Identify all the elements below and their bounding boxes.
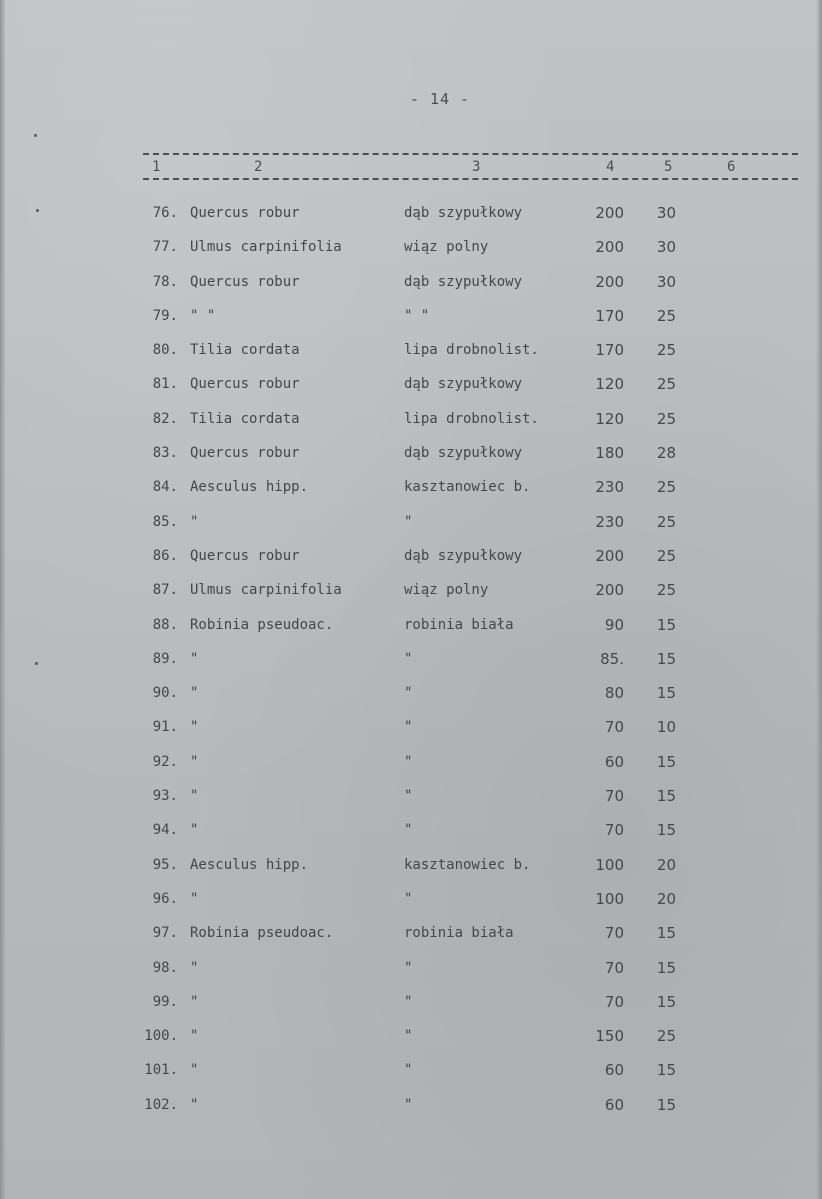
polish-name: dąb szypułkowy — [404, 376, 523, 393]
table-header-top-rule — [143, 153, 798, 155]
column-4-value: 200 — [595, 204, 624, 222]
row-number: 89. — [152, 650, 178, 667]
table-row — [0, 989, 822, 1023]
latin-name: Quercus robur — [190, 273, 300, 290]
column-4-value: 170 — [595, 306, 624, 325]
table-row — [0, 234, 822, 268]
column-5-value: 30 — [656, 272, 676, 291]
table-row — [0, 200, 822, 234]
table-row — [0, 817, 822, 851]
page-number: - 14 - — [409, 90, 471, 108]
latin-name: Aesculus hipp. — [190, 856, 309, 873]
table-row — [0, 714, 822, 748]
column-5-value: 25 — [656, 341, 676, 360]
polish-name: lipa drobnolist. — [404, 410, 539, 427]
polish-name: " — [404, 685, 413, 702]
latin-name: Tilia cordata — [190, 342, 300, 359]
column-4-value: 70 — [604, 924, 624, 943]
latin-name: " — [190, 1028, 199, 1045]
column-4-value: 230 — [595, 478, 624, 497]
polish-name: kasztanowiec b. — [404, 856, 531, 873]
latin-name: Quercus robur — [190, 547, 300, 564]
latin-name: " " — [190, 307, 216, 324]
table-row — [0, 646, 822, 680]
row-number: 93. — [152, 788, 178, 805]
column-5-value: 15 — [656, 958, 676, 977]
column-5-value: 15 — [656, 752, 676, 771]
column-5-value: 15 — [656, 615, 676, 634]
column-4-value: 200 — [595, 546, 624, 565]
latin-name: Aesculus hipp. — [190, 479, 309, 496]
column-4-value: 80 — [604, 684, 624, 703]
polish-name: robinia biała — [404, 925, 514, 942]
row-number: 78. — [152, 273, 178, 290]
latin-name: Ulmus carpinifolia — [190, 239, 342, 256]
latin-name: " — [190, 719, 199, 736]
column-header-4: 4 — [606, 159, 615, 175]
column-5-value: 15 — [656, 924, 676, 943]
table-row — [0, 303, 822, 337]
column-4-value: 200 — [595, 272, 624, 291]
latin-name: " — [190, 753, 199, 770]
row-number: 76. — [152, 205, 178, 221]
latin-name: " — [190, 788, 199, 805]
column-4-value: 70 — [604, 787, 624, 806]
polish-name: " — [404, 650, 413, 667]
column-4-value: 100 — [595, 889, 624, 908]
table-row — [0, 474, 822, 508]
polish-name: dąb szypułkowy — [404, 273, 523, 290]
column-4-value: 70 — [604, 718, 624, 737]
column-header-3: 3 — [472, 159, 481, 175]
polish-name: wiąz polny — [404, 239, 489, 256]
latin-name: Robinia pseudoac. — [190, 925, 334, 942]
table-row — [0, 955, 822, 989]
polish-name: " — [404, 890, 413, 907]
column-5-value: 15 — [656, 787, 676, 806]
column-5-value: 28 — [656, 444, 676, 463]
row-number: 98. — [152, 959, 178, 976]
row-number: 99. — [152, 993, 178, 1010]
row-number: 83. — [152, 445, 178, 462]
polish-name: " — [404, 1062, 413, 1079]
latin-name: " — [190, 513, 199, 530]
latin-name: Robinia pseudoac. — [190, 616, 334, 633]
column-5-value: 15 — [656, 1095, 676, 1114]
latin-name: " — [190, 822, 199, 839]
row-number: 95. — [152, 856, 178, 873]
row-number: 102. — [144, 1096, 178, 1113]
column-5-value: 15 — [656, 992, 676, 1011]
column-5-value: 30 — [656, 204, 676, 222]
column-4-value: 120 — [595, 409, 624, 428]
table-row — [0, 509, 822, 543]
column-4-value: 120 — [595, 375, 624, 394]
latin-name: " — [190, 959, 199, 976]
column-header-5: 5 — [664, 159, 673, 175]
polish-name: " " — [404, 307, 430, 324]
column-4-value: 200 — [595, 581, 624, 600]
table-row — [0, 577, 822, 611]
column-4-value: 85. — [600, 649, 624, 668]
table-row — [0, 543, 822, 577]
table-row — [0, 1057, 822, 1091]
row-number: 88. — [152, 616, 178, 633]
column-4-value: 60 — [604, 752, 624, 771]
table-header-bottom-rule — [143, 178, 798, 180]
column-4-value: 100 — [595, 855, 624, 874]
polish-name: " — [404, 1028, 413, 1045]
column-5-value: 15 — [656, 684, 676, 703]
polish-name: lipa drobnolist. — [404, 342, 539, 359]
column-5-value: 25 — [656, 512, 676, 531]
row-number: 101. — [144, 1062, 178, 1079]
table-row — [0, 852, 822, 886]
table-row — [0, 749, 822, 783]
table-row — [0, 269, 822, 303]
row-number: 79. — [152, 307, 178, 324]
column-4-value: 60 — [604, 1061, 624, 1080]
table-row — [0, 680, 822, 714]
table-row — [0, 1092, 822, 1126]
column-header-1: 1 — [152, 159, 161, 175]
polish-name: " — [404, 822, 413, 839]
column-4-value: 60 — [604, 1095, 624, 1114]
column-5-value: 25 — [656, 306, 676, 325]
column-4-value: 70 — [604, 821, 624, 840]
polish-name: robinia biała — [404, 616, 514, 633]
row-number: 85. — [152, 513, 178, 530]
table-row — [0, 886, 822, 920]
column-4-value: 150 — [595, 1027, 624, 1046]
row-number: 91. — [152, 719, 178, 736]
polish-name: " — [404, 1096, 413, 1113]
column-header-6: 6 — [727, 159, 736, 175]
column-5-value: 15 — [656, 821, 676, 840]
scan-speck — [34, 134, 37, 137]
row-number: 97. — [152, 925, 178, 942]
row-number: 82. — [152, 410, 178, 427]
table-row — [0, 371, 822, 405]
polish-name: wiąz polny — [404, 582, 489, 599]
latin-name: " — [190, 650, 199, 667]
column-5-value: 25 — [656, 478, 676, 497]
table-row — [0, 440, 822, 474]
column-5-value: 10 — [656, 718, 676, 737]
column-5-value: 25 — [656, 375, 676, 394]
column-5-value: 15 — [656, 649, 676, 668]
row-number: 100. — [144, 1028, 178, 1045]
column-4-value: 230 — [595, 512, 624, 531]
column-header-2: 2 — [254, 159, 263, 175]
row-number: 77. — [152, 239, 178, 256]
row-number: 90. — [152, 685, 178, 702]
table-row — [0, 612, 822, 646]
column-4-value: 90 — [604, 615, 624, 634]
table-row — [0, 920, 822, 954]
row-number: 80. — [152, 342, 178, 359]
latin-name: " — [190, 1096, 199, 1113]
column-5-value: 25 — [656, 546, 676, 565]
polish-name: " — [404, 719, 413, 736]
latin-name: " — [190, 890, 199, 907]
latin-name: " — [190, 993, 199, 1010]
row-number: 87. — [152, 582, 178, 599]
column-4-value: 70 — [604, 958, 624, 977]
column-5-value: 15 — [656, 1061, 676, 1080]
row-number: 86. — [152, 547, 178, 564]
polish-name: " — [404, 513, 413, 530]
latin-name: Tilia cordata — [190, 410, 300, 427]
column-5-value: 25 — [656, 581, 676, 600]
table-row — [0, 1023, 822, 1057]
column-4-value: 170 — [595, 341, 624, 360]
column-4-value: 70 — [604, 992, 624, 1011]
polish-name: dąb szypułkowy — [404, 205, 523, 221]
column-4-value: 180 — [595, 444, 624, 463]
latin-name: Quercus robur — [190, 376, 300, 393]
polish-name: kasztanowiec b. — [404, 479, 531, 496]
latin-name: " — [190, 1062, 199, 1079]
polish-name: " — [404, 788, 413, 805]
table-row — [0, 337, 822, 371]
row-number: 84. — [152, 479, 178, 496]
table-row — [0, 406, 822, 440]
column-5-value: 20 — [656, 889, 676, 908]
latin-name: Quercus robur — [190, 205, 300, 221]
latin-name: Quercus robur — [190, 445, 300, 462]
column-4-value: 200 — [595, 238, 624, 257]
latin-name: Ulmus carpinifolia — [190, 582, 342, 599]
row-number: 81. — [152, 376, 178, 393]
row-number: 96. — [152, 890, 178, 907]
polish-name: " — [404, 959, 413, 976]
column-5-value: 25 — [656, 409, 676, 428]
column-5-value: 20 — [656, 855, 676, 874]
column-5-value: 30 — [656, 238, 676, 257]
column-5-value: 25 — [656, 1027, 676, 1046]
polish-name: dąb szypułkowy — [404, 547, 523, 564]
polish-name: " — [404, 753, 413, 770]
tree-table-body — [0, 200, 822, 1126]
row-number: 92. — [152, 753, 178, 770]
polish-name: dąb szypułkowy — [404, 445, 523, 462]
latin-name: " — [190, 685, 199, 702]
row-number: 94. — [152, 822, 178, 839]
polish-name: " — [404, 993, 413, 1010]
table-row — [0, 783, 822, 817]
